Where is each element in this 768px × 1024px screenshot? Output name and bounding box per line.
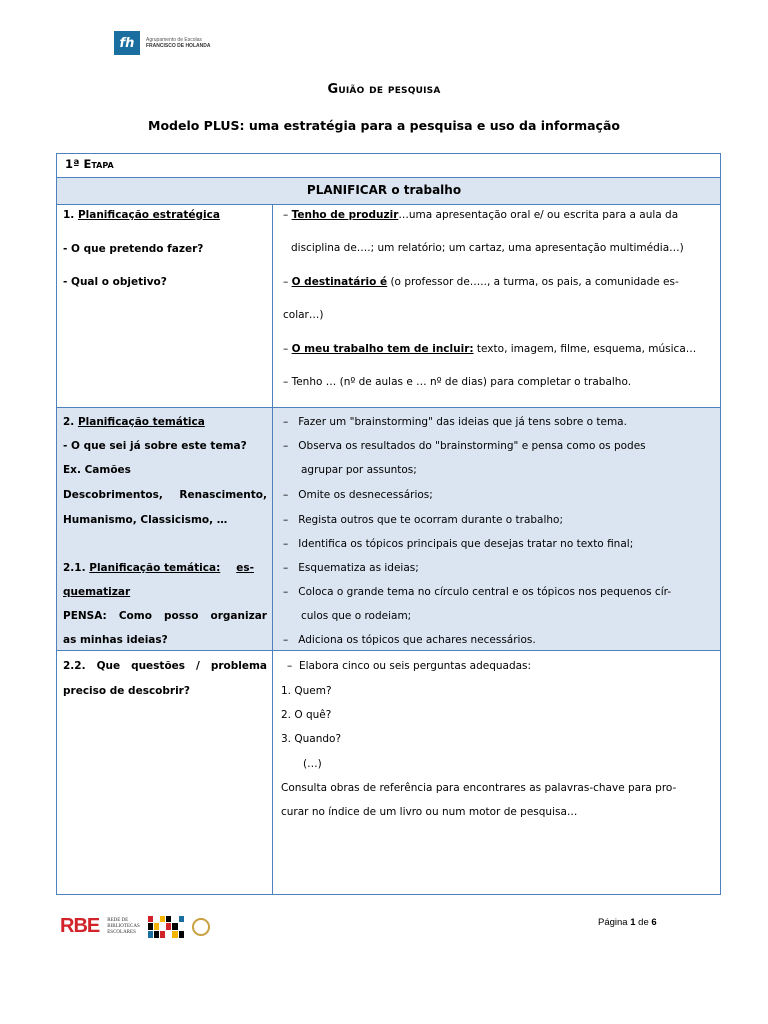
row1-question-1: - O que pretendo fazer? xyxy=(63,243,204,255)
row3-etc: (…) xyxy=(303,758,322,770)
row3-consult-2: curar no índice de um livro ou num motor de pesquisa… xyxy=(281,806,578,818)
border xyxy=(720,153,721,895)
page-number: Página 1 de 6 xyxy=(598,917,657,928)
row2-sub-heading-cont: quematizar xyxy=(63,586,131,598)
border xyxy=(56,153,57,895)
document-title: Guião de pesquisa xyxy=(327,82,441,97)
rbe-text-line: ESCOLARES xyxy=(107,929,136,935)
row1-item-3: – O meu trabalho tem de incluir: texto, imagem, filme, esquema, música… xyxy=(283,343,697,355)
row2-example-3: Humanismo, Classicismo, … xyxy=(63,514,228,526)
border xyxy=(272,204,273,895)
border xyxy=(56,650,721,651)
row1-item-1-cont: disciplina de….; um relatório; um cartaz, uma apresentação multimédia…) xyxy=(291,242,684,254)
row2-bullet: – Adiciona os tópicos que achares necessários. xyxy=(283,634,536,646)
plan-header: PLANIFICAR o trabalho xyxy=(306,183,462,197)
row2-example-2: Descobrimentos, Renascimento, xyxy=(63,489,267,501)
border xyxy=(56,894,721,895)
document-subtitle: Modelo PLUS: uma estratégia para a pesquisa e uso da informação xyxy=(148,118,620,133)
row1-heading: 1. Planificação estratégica xyxy=(63,209,220,221)
row3-heading: 2.2. Que questões / problema xyxy=(63,660,267,672)
row1-item-2: – O destinatário é (o professor de….., a turma, os pais, a comunidade es- xyxy=(283,276,679,288)
rbe-logo-mark: RBE xyxy=(60,915,100,937)
border xyxy=(56,204,721,205)
row3-lead: – Elabora cinco ou seis perguntas adequadas: xyxy=(287,660,532,672)
row1-question-2: - Qual o objetivo? xyxy=(63,276,167,288)
logo-text-1: Agrupamento de Escolas xyxy=(146,37,202,43)
row3-consult-1: Consulta obras de referência para encontrares as palavras-chave para pro- xyxy=(281,782,677,794)
row3-question-3: 3. Quando? xyxy=(281,733,342,745)
row2-pensa: PENSA: Como posso organizar xyxy=(63,610,267,622)
row2-bullet: – Esquematiza as ideias; xyxy=(283,562,419,574)
row1-item-4: – Tenho … (nº de aulas e … nº de dias) para completar o trabalho. xyxy=(283,376,632,388)
row2-bullet: – Observa os resultados do "brainstorming" e pensa como os podes xyxy=(283,440,646,452)
row2-sub-heading: 2.1. Planificação temática: es- xyxy=(63,562,254,574)
row2-bullet: – Coloca o grande tema no círculo central e os tópicos nos pequenos cír- xyxy=(283,586,672,598)
row1-item-1: – Tenho de produzir…uma apresentação oral e/ ou escrita para a aula da xyxy=(283,209,679,221)
ministry-seal-icon xyxy=(192,918,210,936)
school-logo-icon: fh xyxy=(114,31,140,55)
row1-item-2-cont: colar…) xyxy=(283,309,324,321)
row2-bullet-cont: agrupar por assuntos; xyxy=(301,464,417,476)
row2-bullet: – Regista outros que te ocorram durante o trabalho; xyxy=(283,514,564,526)
border xyxy=(56,177,721,178)
row3-question-1: 1. Quem? xyxy=(281,685,332,697)
row2-question: - O que sei já sobre este tema? xyxy=(63,440,247,452)
border xyxy=(56,153,721,154)
logo-text-2: FRANCISCO DE HOLANDA xyxy=(146,43,211,49)
row3-heading-cont: preciso de descobrir? xyxy=(63,685,190,697)
row2-heading: 2. Planificação temática xyxy=(63,416,205,428)
row3-question-2: 2. O quê? xyxy=(281,709,332,721)
row2-pensa-cont: as minhas ideias? xyxy=(63,634,168,646)
rbe-logo xyxy=(60,915,210,938)
border xyxy=(56,407,721,408)
school-logo xyxy=(114,31,210,55)
row2-bullet: – Fazer um "brainstorming" das ideias que já tens sobre o tema. xyxy=(283,416,627,428)
row2-bullet-cont: culos que o rodeiam; xyxy=(301,610,412,622)
stage-label: 1ª Etapa xyxy=(65,157,114,171)
rbe-text-line: REDE DE xyxy=(107,917,129,923)
program-logo-icon xyxy=(148,916,184,938)
rbe-text-line: BIBLIOTECAS xyxy=(107,923,140,929)
row2-bullet: – Identifica os tópicos principais que desejas tratar no texto final; xyxy=(283,538,634,550)
row2-example: Ex. Camões xyxy=(63,464,131,476)
row2-bullet: – Omite os desnecessários; xyxy=(283,489,433,501)
